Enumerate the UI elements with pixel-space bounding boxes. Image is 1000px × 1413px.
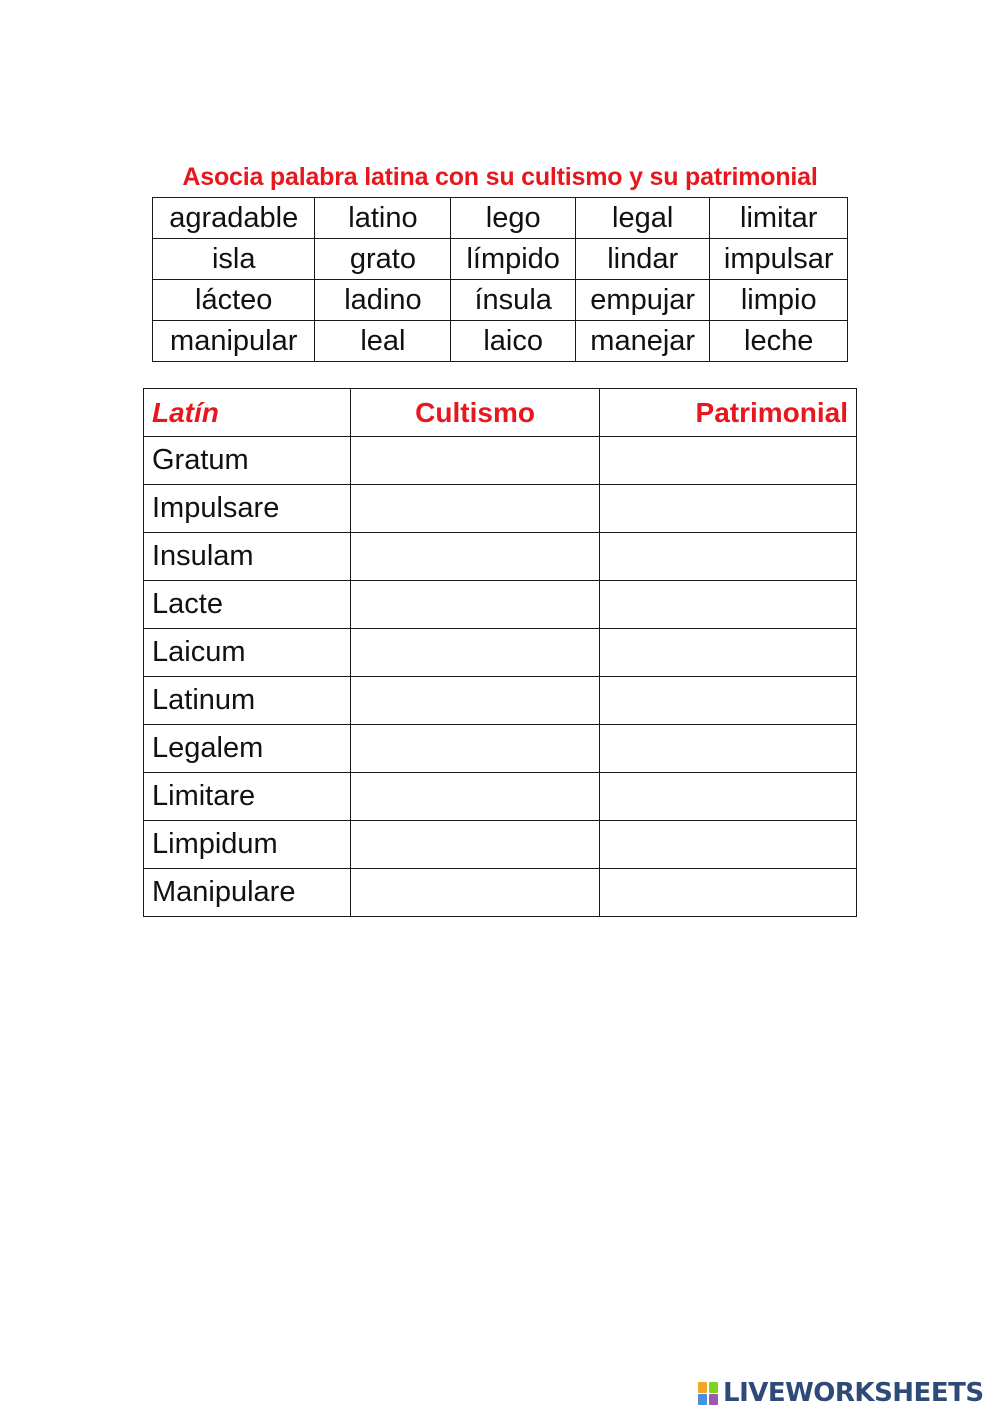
word-bank-cell: lego <box>451 198 575 239</box>
word-bank-cell: latino <box>315 198 451 239</box>
liveworksheets-logo-icon <box>698 1380 720 1406</box>
latin-word: Manipulare <box>144 869 351 917</box>
table-row <box>144 725 857 773</box>
word-bank-cell: lindar <box>575 239 710 280</box>
patrimonial-answer-field[interactable] <box>600 677 857 725</box>
word-bank-table <box>152 197 848 362</box>
cultismo-answer-field[interactable] <box>350 677 600 725</box>
cultismo-answer-field[interactable] <box>350 581 600 629</box>
cultismo-answer-field[interactable] <box>350 629 600 677</box>
patrimonial-answer-field[interactable] <box>600 629 857 677</box>
table-row <box>144 533 857 581</box>
latin-word: Legalem <box>144 725 351 773</box>
latin-word: Latinum <box>144 677 351 725</box>
cultismo-answer-field[interactable] <box>350 725 600 773</box>
word-bank-row <box>153 198 848 239</box>
answer-table-header-row <box>144 389 857 437</box>
cultismo-answer-field[interactable] <box>350 869 600 917</box>
patrimonial-answer-field[interactable] <box>600 437 857 485</box>
word-bank-cell: manipular <box>153 321 315 362</box>
table-row <box>144 581 857 629</box>
latin-word: Laicum <box>144 629 351 677</box>
word-bank-cell: grato <box>315 239 451 280</box>
word-bank-cell: ínsula <box>451 280 575 321</box>
header-patrimonial: Patrimonial <box>600 389 857 437</box>
patrimonial-answer-field[interactable] <box>600 725 857 773</box>
brand-name: LIVEWORKSHEETS <box>723 1378 984 1408</box>
table-row <box>144 677 857 725</box>
latin-word: Impulsare <box>144 485 351 533</box>
cultismo-answer-field[interactable] <box>350 821 600 869</box>
latin-word: Limpidum <box>144 821 351 869</box>
word-bank-cell: leche <box>710 321 848 362</box>
patrimonial-answer-field[interactable] <box>600 533 857 581</box>
table-row <box>144 437 857 485</box>
word-bank-cell: limpio <box>710 280 848 321</box>
header-cultismo: Cultismo <box>350 389 600 437</box>
word-bank-cell: legal <box>575 198 710 239</box>
word-bank-cell: ladino <box>315 280 451 321</box>
patrimonial-answer-field[interactable] <box>600 773 857 821</box>
word-bank-cell: lácteo <box>153 280 315 321</box>
word-bank-cell: empujar <box>575 280 710 321</box>
latin-word: Gratum <box>144 437 351 485</box>
word-bank-cell: leal <box>315 321 451 362</box>
latin-word: Insulam <box>144 533 351 581</box>
table-row <box>144 821 857 869</box>
cultismo-answer-field[interactable] <box>350 533 600 581</box>
patrimonial-answer-field[interactable] <box>600 485 857 533</box>
worksheet-title: Asocia palabra latina con su cultismo y su patrimonial <box>182 163 818 191</box>
cultismo-answer-field[interactable] <box>350 773 600 821</box>
cultismo-answer-field[interactable] <box>350 485 600 533</box>
word-bank-cell: impulsar <box>710 239 848 280</box>
cultismo-answer-field[interactable] <box>350 437 600 485</box>
word-bank-row <box>153 280 848 321</box>
word-bank-row <box>153 239 848 280</box>
latin-word: Lacte <box>144 581 351 629</box>
liveworksheets-logo <box>698 1378 984 1408</box>
answer-table <box>143 388 857 917</box>
word-bank-cell: laico <box>451 321 575 362</box>
word-bank-cell: limitar <box>710 198 848 239</box>
table-row <box>144 869 857 917</box>
word-bank-row <box>153 321 848 362</box>
word-bank-cell: isla <box>153 239 315 280</box>
table-row <box>144 485 857 533</box>
table-row <box>144 773 857 821</box>
header-latin: Latín <box>144 389 351 437</box>
word-bank-cell: manejar <box>575 321 710 362</box>
word-bank-cell: agradable <box>153 198 315 239</box>
word-bank-cell: límpido <box>451 239 575 280</box>
latin-word: Limitare <box>144 773 351 821</box>
patrimonial-answer-field[interactable] <box>600 581 857 629</box>
patrimonial-answer-field[interactable] <box>600 821 857 869</box>
patrimonial-answer-field[interactable] <box>600 869 857 917</box>
table-row <box>144 629 857 677</box>
